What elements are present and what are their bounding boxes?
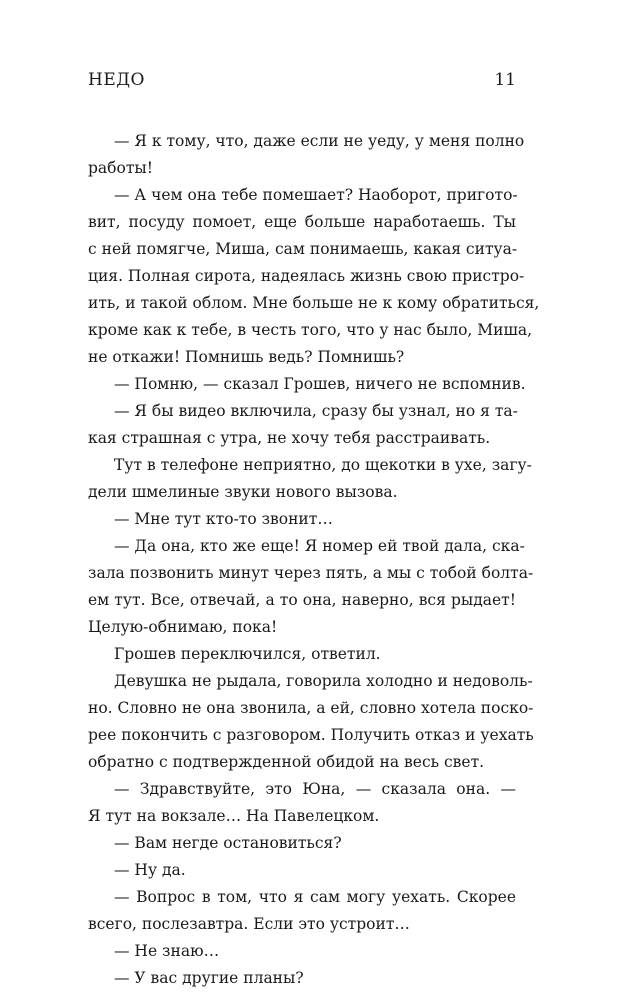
- text-line: обратно с подтвержденной обидой на весь свет.: [88, 753, 485, 771]
- text-line: — Вопрос в том, что я сам могу уехать. Скорее: [114, 888, 516, 906]
- text-line: — Мне тут кто-то звонит…: [114, 510, 333, 528]
- text-line: Грошев переключился, ответил.: [114, 645, 381, 663]
- text-line: зала позвонить минут через пять, а мы с тобой болта-: [88, 564, 534, 582]
- page-header: [88, 70, 516, 100]
- text-line: кая страшная с утра, не хочу тебя расстраивать.: [88, 429, 491, 447]
- text-line: вит, посуду помоет, еще больше наработаешь. Ты: [88, 213, 516, 231]
- text-line: всего, послезавтра. Если это устроит…: [88, 915, 410, 933]
- text-line: — Я к тому, что, даже если не уеду, у меня полно: [114, 132, 525, 150]
- text-line: ция. Полная сирота, надеялась жизнь свою пристро-: [88, 267, 525, 285]
- text-line: — Здравствуйте, это Юна, — сказала она. —: [114, 780, 516, 798]
- text-line: ить, и такой облом. Мне больше не к кому обратиться,: [88, 294, 540, 312]
- text-line: работы!: [88, 159, 153, 177]
- text-line: — Помню, — сказал Грошев, ничего не вспомнив.: [114, 375, 526, 393]
- text-line: — Да она, кто же еще! Я номер ей твой дала, ска-: [114, 537, 525, 555]
- text-line: кроме как к тебе, в честь того, что у нас было, Миша,: [88, 321, 533, 339]
- text-line: дели шмелиные звуки нового вызова.: [88, 483, 398, 501]
- text-line: с ней помягче, Миша, сам понимаешь, какая ситуа-: [88, 240, 518, 258]
- text-line: Я тут на вокзале… На Павелецком.: [88, 807, 380, 825]
- text-line: ем тут. Все, отвечай, а то она, наверно, вся рыдает!: [88, 591, 516, 609]
- text-line: рее покончить с разговором. Получить отказ и уехать: [88, 726, 534, 744]
- text-line: — Ну да.: [114, 861, 186, 879]
- running-head: НЕДО: [88, 70, 145, 90]
- text-line: но. Словно не она звонила, а ей, словно хотела поско-: [88, 699, 534, 717]
- text-line: — Не знаю…: [114, 942, 220, 960]
- page-number: 11: [494, 70, 516, 90]
- text-line: — У вас другие планы?: [114, 969, 304, 987]
- text-line: Девушка не рыдала, говорила холодно и недоволь-: [114, 672, 533, 690]
- text-line: — Вам негде остановиться?: [114, 834, 342, 852]
- text-line: — А чем она тебе помешает? Наоборот, пригото-: [114, 186, 518, 204]
- text-line: не откажи! Помнишь ведь? Помнишь?: [88, 348, 405, 366]
- text-line: — Я бы видео включила, сразу бы узнал, но я та-: [114, 402, 518, 420]
- text-line: Тут в телефоне неприятно, до щекотки в ухе, загу-: [114, 456, 532, 474]
- body-text: [88, 128, 540, 992]
- text-line: Целую-обнимаю, пока!: [88, 618, 278, 636]
